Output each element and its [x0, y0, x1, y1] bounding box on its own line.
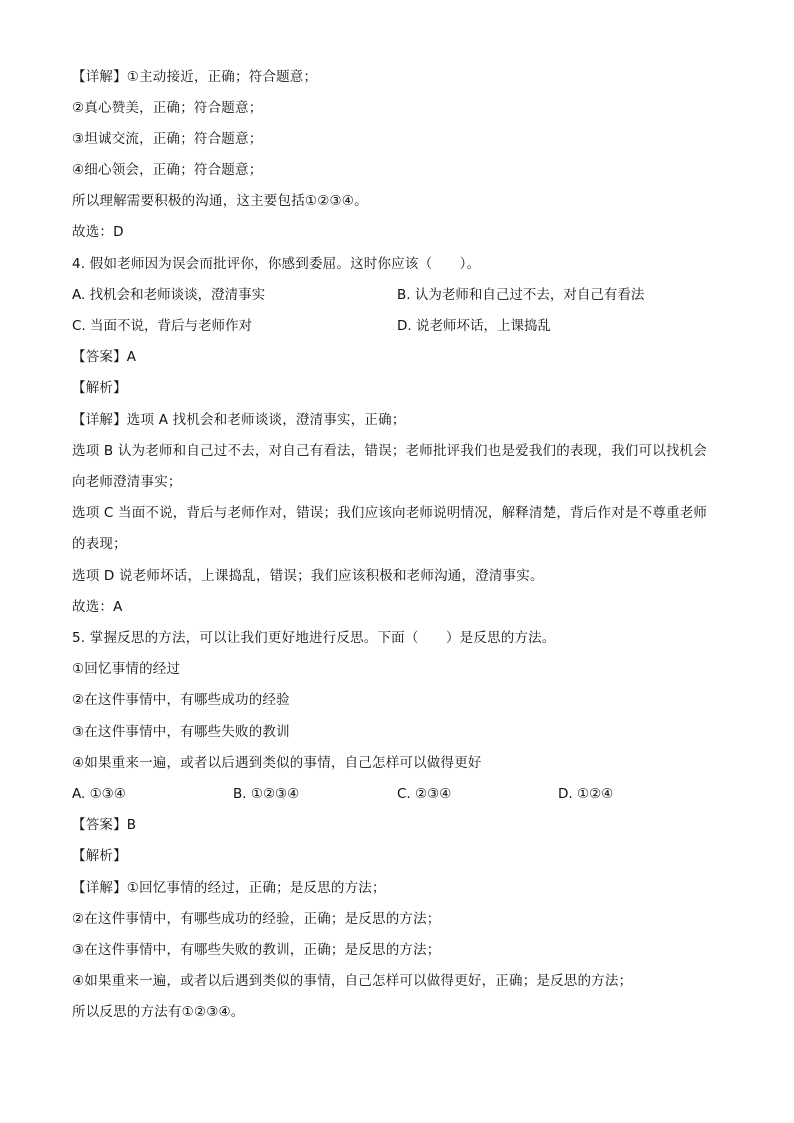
q5-summary-line: 所以反思的方法有①②③④。 [72, 1004, 245, 1020]
q5-option-d: D. ①②④ [558, 786, 614, 802]
detail-line: ③坦诚交流，正确；符合题意； [72, 131, 263, 147]
q5-detail-line: ②在这件事情中，有哪些成功的经验，正确；是反思的方法； [72, 911, 441, 927]
q4-choice: 故选：A [72, 599, 123, 615]
q4-detail-line: 选项 B 认为老师和自己过不去，对自己有看法，错误；老师批评我们也是爱我们的表现，我们可以找机会 [72, 443, 707, 459]
detail-line: ②真心赞美，正确；符合题意； [72, 100, 263, 116]
q5-item: ②在这件事情中，有哪些成功的经验 [72, 692, 290, 708]
q4-detail-line: 【详解】选项 A 找机会和老师谈谈，澄清事实，正确； [72, 412, 406, 428]
q4-option-d: D. 说老师坏话，上课捣乱 [397, 318, 551, 334]
q4-analysis-label: 【解析】 [72, 380, 127, 396]
q5-item: ①回忆事情的经过 [72, 661, 181, 677]
q4-detail-line: 向老师澄清事实； [72, 474, 182, 490]
q5-analysis-label: 【解析】 [72, 848, 127, 864]
q5-item: ③在这件事情中，有哪些失败的教训 [72, 724, 290, 740]
q5-detail-line: 【详解】①回忆事情的经过，正确；是反思的方法； [72, 880, 386, 896]
q4-detail-line: 的表现； [72, 536, 127, 552]
question-4-stem: 4. 假如老师因为误会而批评你，你感到委屈。这时你应该（ ）。 [72, 256, 481, 272]
q5-item: ④如果重来一遍，或者以后遇到类似的事情，自己怎样可以做得更好 [72, 755, 482, 771]
q5-answer: 【答案】B [72, 817, 137, 833]
summary-line: 所以理解需要积极的沟通，这主要包括①②③④。 [72, 193, 368, 209]
q4-option-b: B. 认为老师和自己过不去，对自己有看法 [397, 287, 645, 303]
q4-detail-line: 选项 C 当面不说，背后与老师作对，错误；我们应该向老师说明情况，解释清楚，背后作对是不尊重老师 [72, 505, 708, 521]
detail-line: ④细心领会，正确；符合题意； [72, 162, 263, 178]
detail-line: 【详解】①主动接近，正确；符合题意； [72, 69, 318, 85]
q4-answer: 【答案】A [72, 349, 137, 365]
q4-detail-line: 选项 D 说老师坏话，上课捣乱，错误；我们应该积极和老师沟通，澄清事实。 [72, 568, 544, 584]
question-5-stem: 5. 掌握反思的方法，可以让我们更好地进行反思。下面（ ）是反思的方法。 [72, 630, 556, 646]
q4-option-c: C. 当面不说，背后与老师作对 [72, 318, 253, 334]
q4-option-a: A. 找机会和老师谈谈，澄清事实 [72, 287, 266, 303]
q5-option-a: A. ①③④ [72, 786, 126, 802]
choice-line: 故选：D [72, 224, 124, 240]
q5-option-b: B. ①②③④ [233, 786, 300, 802]
q5-detail-line: ③在这件事情中，有哪些失败的教训，正确；是反思的方法； [72, 942, 441, 958]
q5-detail-line: ④如果重来一遍，或者以后遇到类似的事情，自己怎样可以做得更好，正确；是反思的方法； [72, 973, 633, 989]
q5-option-c: C. ②③④ [397, 786, 452, 802]
